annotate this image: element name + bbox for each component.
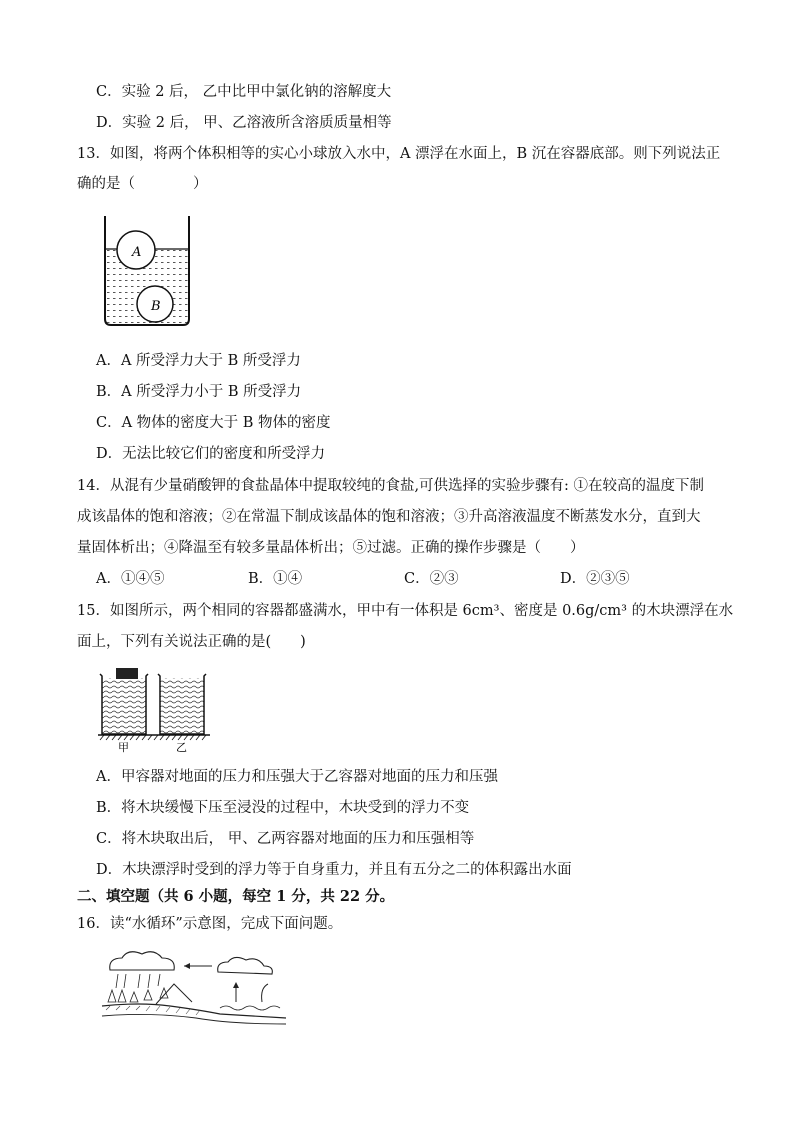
q15-figure (96, 664, 216, 754)
q14-option-a: A．①④⑤ (96, 571, 165, 587)
q15-option-c: C．将木块取出后， 甲、乙两容器对地面的压力和压强相等 (96, 831, 475, 847)
q15-option-b: B．将木块缓慢下压至浸没的过程中，木块受到的浮力不变 (96, 800, 470, 816)
q12-option-c: C．实验 2 后， 乙中比甲中氯化钠的溶解度大 (96, 84, 392, 100)
ball-a-label: A (132, 245, 142, 260)
q13-option-b: B．A 所受浮力小于 B 所受浮力 (96, 384, 302, 400)
q15-option-a: A．甲容器对地面的压力和压强大于乙容器对地面的压力和压强 (96, 769, 498, 785)
ball-b-label: B (151, 299, 161, 314)
q16-stem: 16．读“水循环”示意图，完成下面问题。 (77, 916, 343, 932)
q12-option-d: D．实验 2 后， 甲、乙溶液所含溶质质量相等 (96, 115, 392, 131)
section-heading: 二、填空题（共 6 小题，每空 1 分，共 22 分。 (77, 888, 395, 905)
q14-option-b: B．①④ (248, 571, 303, 587)
q13-option-d: D．无法比较它们的密度和所受浮力 (96, 446, 326, 462)
wood-block (116, 668, 138, 679)
q13-figure (100, 212, 200, 332)
q13-option-a: A．A 所受浮力大于 B 所受浮力 (96, 353, 301, 369)
q15-option-d: D．木块漂浮时受到的浮力等于自身重力，并且有五分之二的体积露出水面 (96, 862, 572, 878)
q15-stem-line2: 面上，下列有关说法正确的是( ) (77, 634, 306, 650)
q14-option-d: D．②③⑤ (560, 571, 630, 587)
q13-stem-line2: 确的是（ ） (77, 176, 208, 192)
q14-stem-line2: 成该晶体的饱和溶液；②在常温下制成该晶体的饱和溶液；③升高溶液温度不断蒸发水分，直到大 (77, 509, 701, 525)
q16-water-cycle-figure (100, 944, 290, 1032)
label-jia: 甲 (118, 741, 129, 754)
q13-option-c: C．A 物体的密度大于 B 物体的密度 (96, 415, 331, 431)
q14-option-c: C．②③ (404, 571, 459, 587)
q15-stem-line1: 15．如图所示，两个相同的容器都盛满水，甲中有一体积是 6cm³、密度是 0.6g/cm³ 的木块漂浮在水 (77, 603, 734, 619)
q13-stem-line1: 13．如图，将两个体积相等的实心小球放入水中，A 漂浮在水面上，B 沉在容器底部。则下列说法正 (77, 146, 721, 162)
q14-stem-line1: 14．从混有少量硝酸钾的食盐晶体中提取较纯的食盐,可供选择的实验步骤有: ①在较高的温度下制 (77, 478, 705, 494)
label-yi: 乙 (176, 741, 187, 754)
q14-stem-line3: 量固体析出；④降温至有较多量晶体析出；⑤过滤。正确的操作步骤是（ ） (77, 540, 585, 556)
